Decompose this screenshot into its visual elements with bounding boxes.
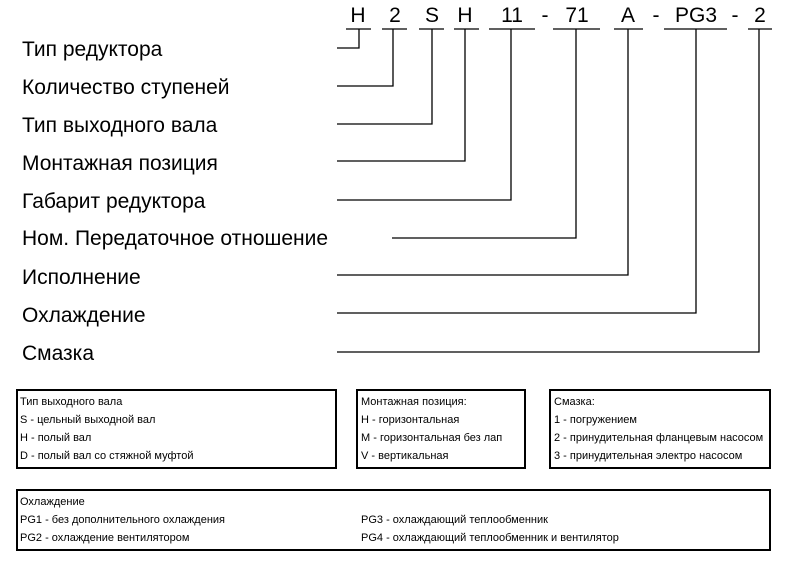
legend-mounting-title: Монтажная позиция: bbox=[361, 396, 467, 408]
code-row bbox=[350, 4, 765, 27]
leader-size bbox=[337, 29, 511, 200]
leader-ratio bbox=[392, 29, 576, 238]
leader-gear-type bbox=[337, 29, 359, 48]
legend-cooling-title: Охлаждение bbox=[20, 496, 85, 508]
legend-cooling-item: PG3 - охлаждающий теплообменник bbox=[361, 514, 548, 526]
legend-cooling-left-column bbox=[20, 511, 361, 547]
legend-cooling-item: PG1 - без дополнительного охлаждения bbox=[20, 514, 225, 526]
label-ratio: Ном. Передаточное отношение bbox=[22, 227, 329, 250]
legend-mounting-position bbox=[356, 389, 526, 469]
leader-stages bbox=[337, 29, 393, 86]
code-segment-version: A bbox=[620, 4, 636, 27]
code-separator-1: - bbox=[541, 4, 549, 27]
legend-cooling-right-column bbox=[361, 511, 702, 547]
legend-output-shaft-item: S - цельный выходной вал bbox=[20, 414, 156, 426]
legend-mounting-item: V - вертикальная bbox=[361, 450, 449, 462]
code-separator-2: - bbox=[652, 4, 660, 27]
label-output-shaft: Тип выходного вала bbox=[22, 114, 218, 137]
legend-output-shaft-item: D - полый вал со стяжной муфтой bbox=[20, 450, 194, 462]
label-size: Габарит редуктора bbox=[22, 190, 206, 213]
code-segment-size: 11 bbox=[501, 4, 523, 27]
code-segment-stages: 2 bbox=[389, 4, 401, 27]
label-stages: Количество ступеней bbox=[22, 76, 230, 99]
leader-cooling bbox=[337, 29, 696, 313]
leader-output-shaft bbox=[337, 29, 432, 124]
label-gear-type: Тип редуктора bbox=[22, 38, 163, 61]
legend-cooling-columns bbox=[20, 511, 769, 547]
leader-lines bbox=[337, 29, 759, 352]
legend-cooling-item: PG4 - охлаждающий теплообменник и вентилятор bbox=[361, 532, 619, 544]
legend-lubrication-item: 2 - принудительная фланцевым насосом bbox=[554, 432, 764, 444]
label-mounting-position: Монтажная позиция bbox=[22, 152, 218, 175]
code-segment-ratio: 71 bbox=[565, 4, 589, 27]
legend-output-shaft-item: H - полый вал bbox=[20, 432, 92, 444]
label-cooling: Охлаждение bbox=[22, 304, 146, 327]
code-separator-3: - bbox=[731, 4, 739, 27]
legend-mounting-item: H - горизонтальная bbox=[361, 414, 460, 426]
legend-lubrication-item: 3 - принудительная электро насосом bbox=[554, 450, 743, 462]
legend-lubrication-title: Смазка: bbox=[554, 396, 595, 408]
legend-output-shaft-title: Тип выходного вала bbox=[20, 396, 123, 408]
legend-lubrication bbox=[549, 389, 771, 469]
leader-mounting-position bbox=[337, 29, 465, 161]
code-segment-mounting: H bbox=[457, 4, 473, 27]
legend-lubrication-item: 1 - погружением bbox=[554, 414, 637, 426]
label-lubrication: Смазка bbox=[22, 342, 95, 365]
legend-cooling bbox=[16, 489, 771, 551]
code-segment-type: H bbox=[350, 4, 366, 27]
label-version: Исполнение bbox=[22, 266, 141, 289]
code-segment-shaft: S bbox=[424, 4, 440, 27]
code-segment-cooling: PG3 bbox=[674, 4, 718, 27]
legend-mounting-item: M - горизонтальная без лап bbox=[361, 432, 503, 444]
legend-cooling-item: PG2 - охлаждение вентилятором bbox=[20, 532, 190, 544]
field-labels bbox=[22, 38, 328, 365]
code-segment-lubrication: 2 bbox=[754, 4, 766, 27]
legend-output-shaft bbox=[16, 389, 337, 469]
